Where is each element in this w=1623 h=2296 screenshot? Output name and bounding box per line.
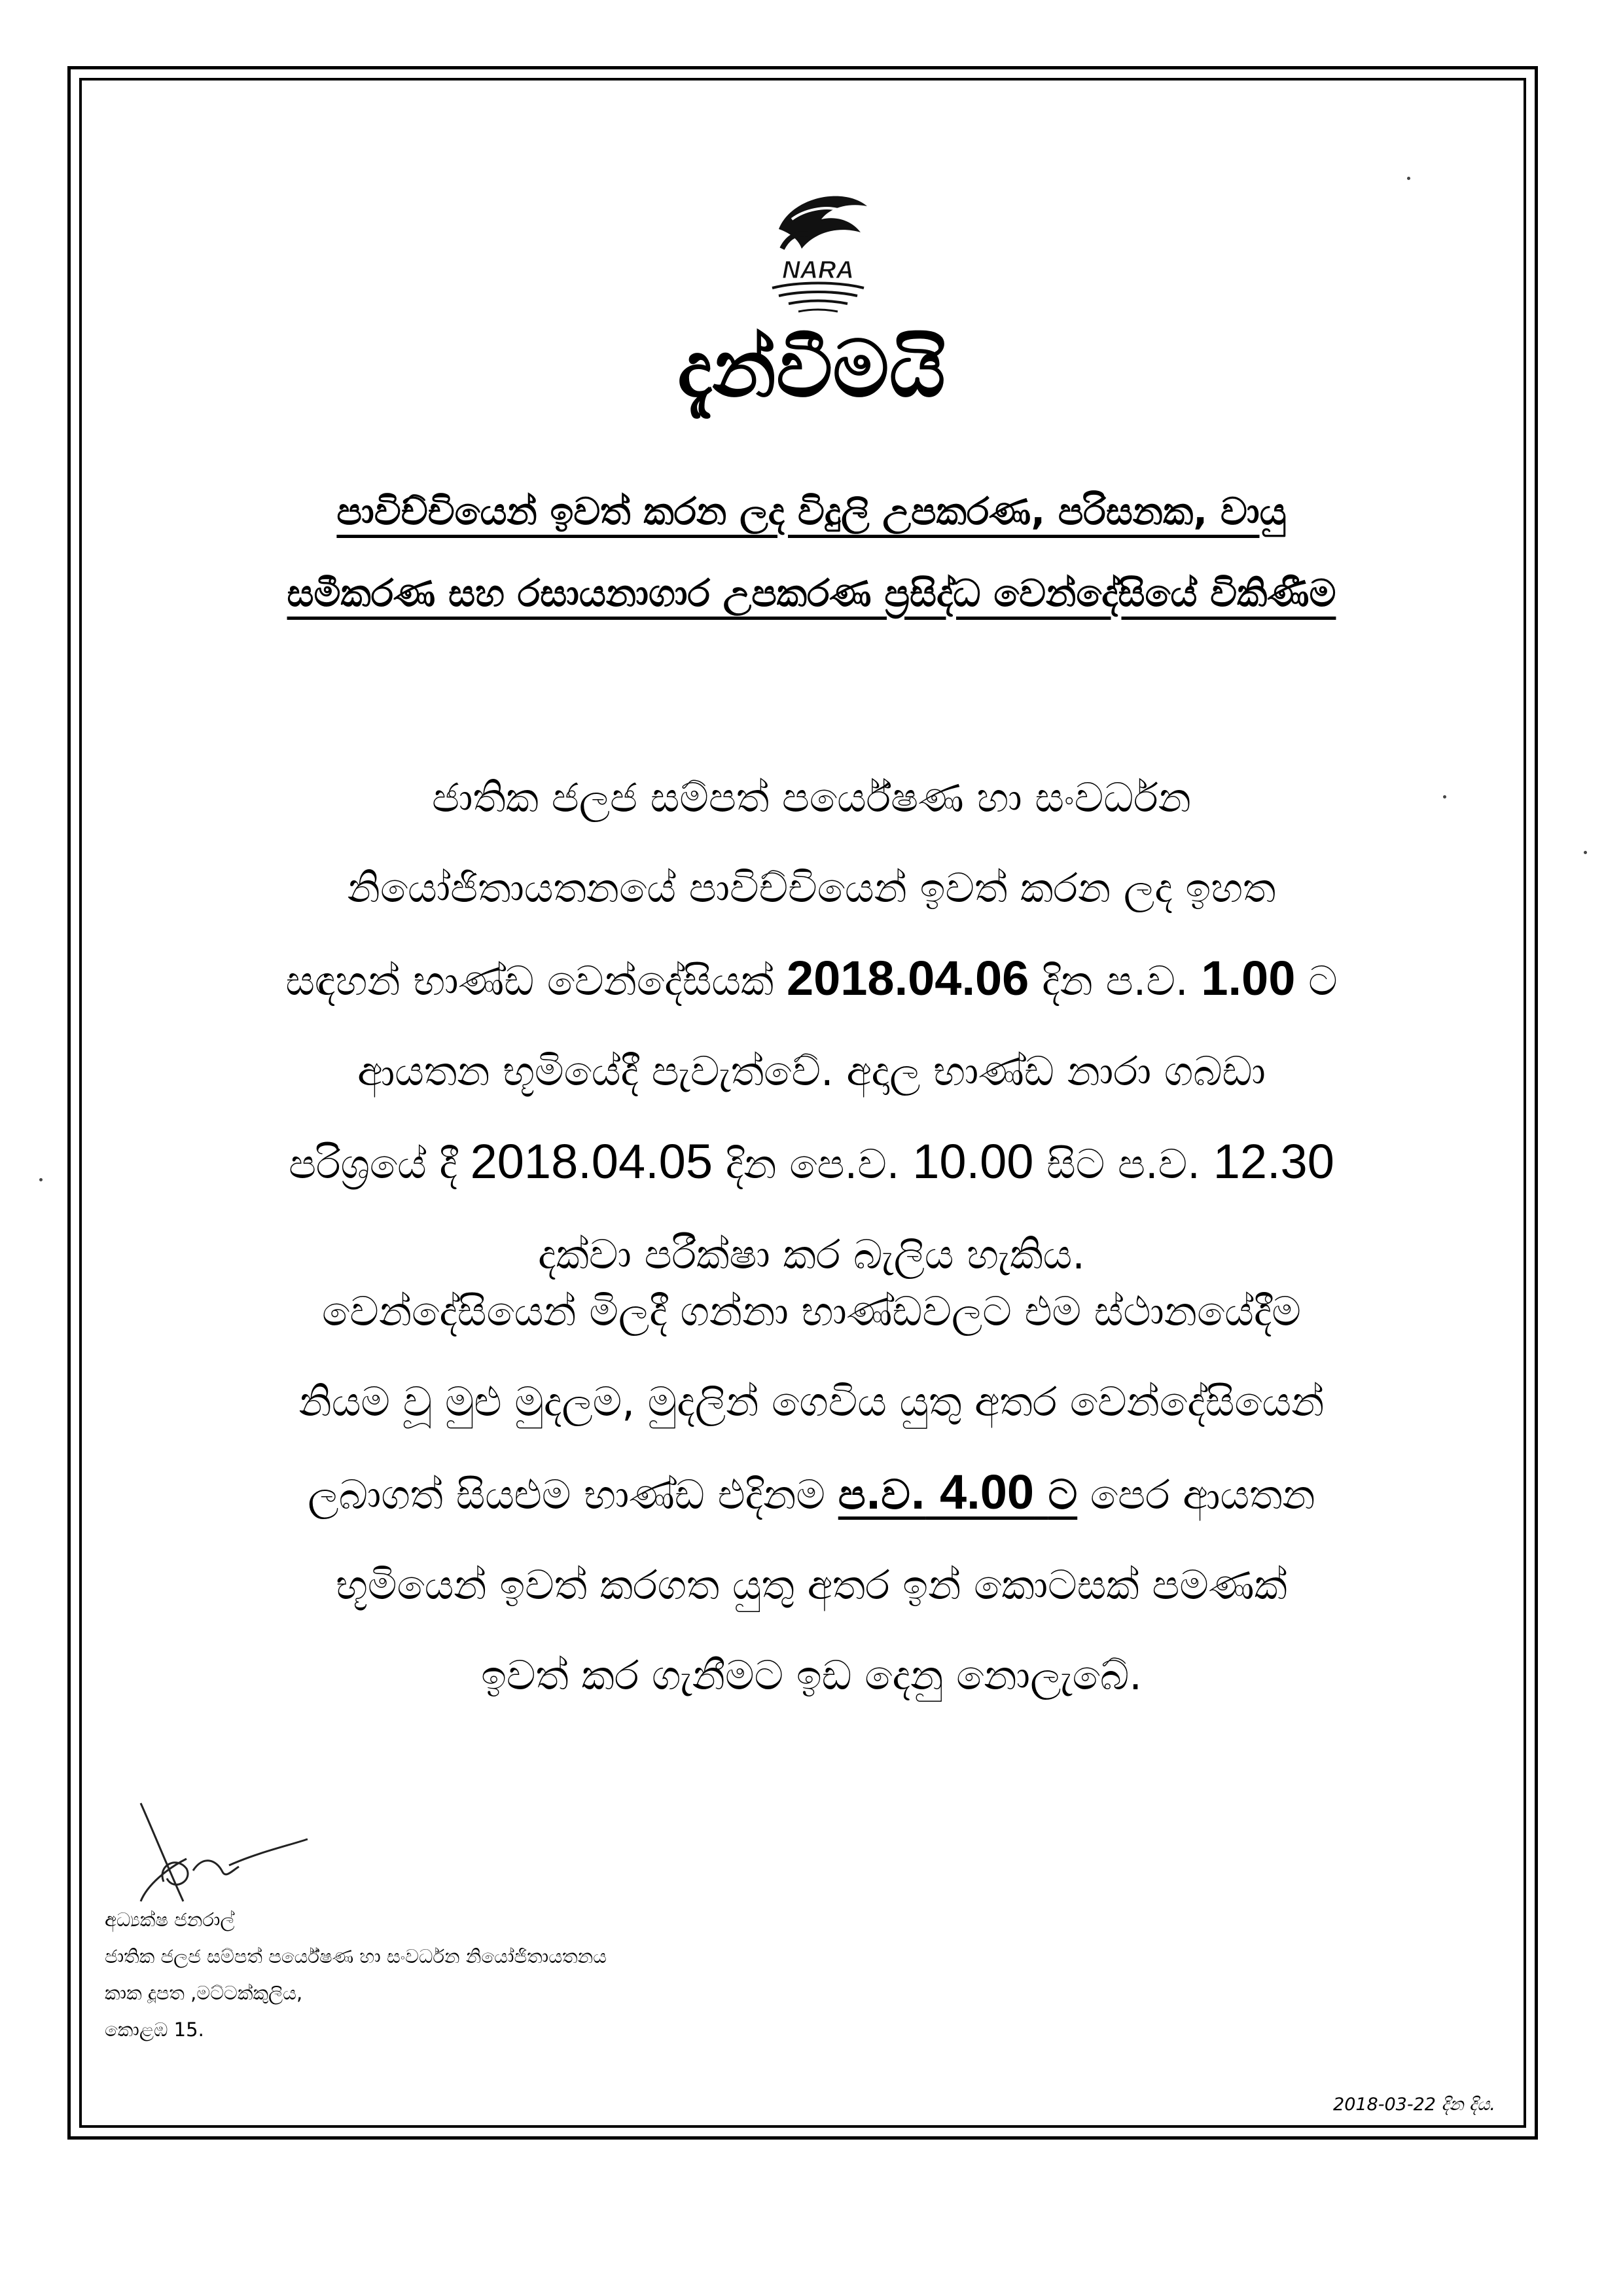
p2-line-2: නියම වූ මුළු මුදලම, මුදලින් ගෙවිය යුතු අතර වෙන්දේසියෙන්	[298, 1378, 1325, 1426]
signer-organization: ජාතික ජලජ සම්පත් පර්යේෂණ හා සංවර්ධන නියෝජිතායතනය	[105, 1945, 607, 1967]
subject-line-2: සමීකරණ සහ රසායනාගාර උපකරණ ප්‍රසිද්ධ වෙන්දේසියේ විකිණීම	[287, 572, 1336, 615]
p1-line-2: නියෝජිතායතනයේ පාවිච්චියෙන් ඉවත් කරන ලද ඉහත	[347, 864, 1276, 912]
auction-time: 1.00	[1201, 951, 1296, 1005]
p2-line-3	[131, 1447, 1492, 1540]
p1-line-5	[131, 1117, 1492, 1210]
removal-time: 4.00	[940, 1465, 1035, 1519]
p1-line-3	[131, 933, 1492, 1026]
scan-speck	[1407, 177, 1410, 180]
signer-address-line-1: කාක දූපත ,මට්ටක්කුලිය,	[105, 1982, 303, 2004]
scan-speck	[39, 1178, 43, 1181]
p2-line-4: භූමියෙන් ඉවත් කරගත යුතු අතර ඉන් කොටසක් පමණක්	[336, 1561, 1287, 1609]
inspection-to-time: 12.30	[1213, 1134, 1334, 1189]
signer-block	[105, 1901, 607, 2048]
p2-line-3-a: ලබාගත් සියළුම භාණ්ඩ එදිනම	[308, 1471, 826, 1518]
p1-line-3-b: දින ප.ව.	[1042, 957, 1188, 1005]
removal-suffix: ට	[1048, 1471, 1078, 1518]
p1-line-3-c: ට	[1308, 957, 1338, 1005]
p1-line-5-a: පරිශ්‍රයේ දී	[289, 1140, 457, 1188]
paragraph-payment-terms	[131, 1266, 1492, 1721]
signer-designation: අධ්‍යක්ෂ ජනරාල්	[105, 1909, 235, 1931]
subject-line-1: පාවිච්චියෙන් ඉවත් කරන ලද විදුලි උපකරණ, පරිසනක, වායු	[336, 490, 1287, 533]
p2-line-3-b: පෙර ආයතන	[1090, 1471, 1315, 1518]
p1-line-1: ජාතික ජලජ සම්පත් පර්යේෂණ හා සංවර්ධන	[432, 774, 1191, 821]
notice-title: දැන්වීමයි	[677, 324, 946, 415]
inspection-date: 2018.04.05	[470, 1134, 713, 1189]
p1-line-3-a: සඳහන් භාණ්ඩ වෙන්දේසියක්	[285, 957, 774, 1005]
p1-line-5-c: සිට ප.ව.	[1046, 1140, 1200, 1188]
signer-address-line-2: කොළඹ 15.	[105, 2018, 204, 2041]
removal-deadline	[838, 1465, 1078, 1519]
notice-subject	[98, 471, 1525, 635]
paragraph-auction-details	[131, 753, 1492, 1300]
p2-line-5: ඉවත් කර ගැනීමට ඉඩ දෙනු නොලැබේ.	[481, 1651, 1142, 1699]
p2-line-1: වෙන්දේසියෙන් මිලදී ගන්නා භාණ්ඩවලට එම ස්ථානයේදීම	[322, 1287, 1301, 1335]
svg-text:NARA: NARA	[782, 257, 854, 284]
handwritten-signature	[101, 1793, 317, 1911]
issue-date: 2018-03-22 දින දිය.	[1333, 2094, 1495, 2115]
scan-speck	[1443, 795, 1446, 798]
auction-date: 2018.04.06	[786, 951, 1029, 1005]
nara-logo	[753, 183, 883, 321]
p1-line-6: දක්වා පරීක්ෂා කර බැලිය හැකිය.	[538, 1230, 1085, 1278]
p1-line-5-b: දින පෙ.ව.	[725, 1140, 900, 1188]
inspection-from-time: 10.00	[912, 1134, 1034, 1189]
nara-dolphin-logo-icon	[753, 183, 883, 321]
p1-line-4: ආයතන භූමියේදී පැවැත්වේ. අදාල භාණ්ඩ නාරා ගබඩා	[357, 1047, 1266, 1095]
removal-prefix: ප.ව.	[838, 1471, 926, 1518]
scan-speck	[1584, 851, 1587, 854]
signature-scribble-icon	[101, 1793, 317, 1911]
